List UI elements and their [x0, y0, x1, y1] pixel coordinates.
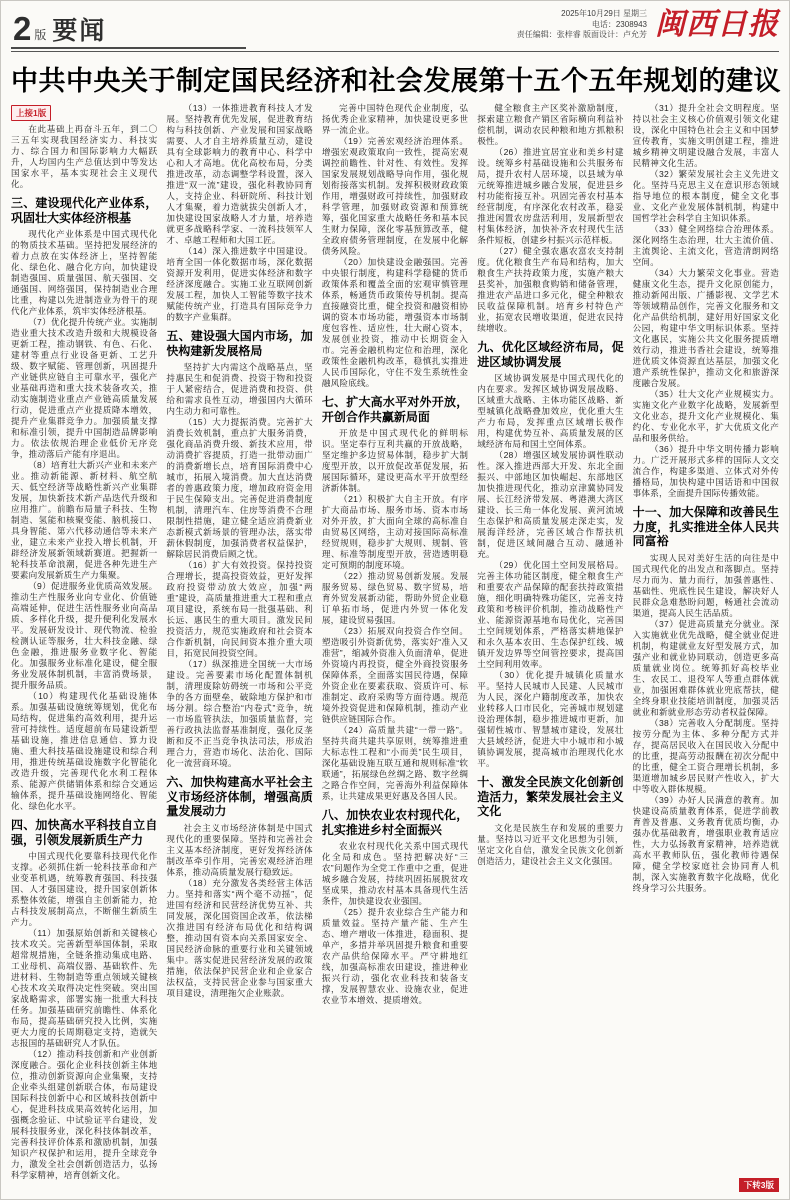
section-heading: 十一、加大保障和改善民生力度，扎实推进全体人民共同富裕: [632, 505, 780, 548]
body-paragraph: （10）构建现代化基础设施体系。加强基础设施统筹规划，优化布局结构，促进集约高效利用，提升运营可持续性。适度超前布局建设新型基础设施，推进信息通信、算力设施、重大科技基础设施建设和综合利用，推进传统基础设施数字化智能化改造升级，完善现代化水利工程体系、能源产供储销体系和综合交通运输体系，提升基础设施网络化、智能化、绿色化水平。: [11, 691, 158, 811]
page-number: 2: [13, 10, 32, 47]
body-paragraph: 在此基础上再奋斗五年，到二〇三五年实现我国经济实力、科技实力、综合国力和国际影响力大幅跃升，人均国内生产总值达到中等发达国家水平，基本实现社会主义现代化。: [11, 124, 158, 189]
continued-to-tag: 下转3版: [736, 1178, 779, 1192]
body-paragraph: （38）完善收入分配制度。坚持按劳分配为主体、多种分配方式并存，提高居民收入在国民收入分配中的比重，提高劳动报酬在初次分配中的比重，健全工资合理增长机制，多渠道增加城乡居民财产性收入，扩大中等收入群体规模。: [632, 717, 780, 794]
body-paragraph: （21）积极扩大自主开放。有序扩大商品市场、服务市场、资本市场对外开放，扩大面向全球的高标准自由贸易区网络，主动对接国际高标准经贸规则，稳步扩大规则、规制、管理、标准等制度型开放，营造透明稳定可预期的制度环境。: [321, 494, 469, 570]
editors-line: 责任编辑：张梓睿 版面设计：卢允芳: [516, 30, 647, 40]
body-paragraph: （7）优化提升传统产业。实施制造业重大技术改造升级和大规模设备更新工程，推动钢铁、有色、石化、建材等重点行业设备更新、工艺升级、数字赋能、管理创新，巩固提升产业链供应链自主可靠水平，强化产业基础再造和重大技术装备攻关，推动实施制造业重点产业链高质量发展行动，促进重点产业提质降本增效，提升产业集群竞争力。加强质量支撑和标准引领，提升中国制造品牌影响力。依法依规治理企业低价无序竞争，推动落后产能有序退出。: [11, 317, 158, 459]
body-paragraph: 农业农村现代化关系中国式现代化全局和成色。坚持把解决好“三农”问题作为全党工作重中之重，促进城乡融合发展，持续巩固拓展脱贫攻坚成果，推动农村基本具备现代生活条件，加快建设农业强国。: [321, 841, 469, 906]
body-paragraph: （11）加强原始创新和关键核心技术攻关。完善新型举国体制，采取超常规措施，全链条推动集成电路、工业母机、高端仪器、基础软件、先进材料、生物制造等重点领域关键核心技术攻关取得决定性突破。突出国家战略需求，部署实施一批重大科技任务。加强基础研究前瞻性、体系化布局，提高基础研究投入比例，实施更大力度的长周期稳定支持，造就矢志报国的基础研究人才队伍。: [11, 928, 158, 1048]
section-heading: 九、优化区域经济布局，促进区域协调发展: [477, 340, 624, 369]
body-paragraph: （31）提升全社会文明程度。坚持以社会主义核心价值观引领文化建设，深化中国特色社会主义和中国梦宣传教育，实施文明创建工程，推进城乡精神文明建设融合发展，丰富人民精神文化生活。: [632, 103, 780, 168]
newspaper-column-1: [11, 103, 157, 1193]
body-paragraph: （34）大力繁荣文化事业。营造健康文化生态，提升文化原创能力，推动新闻出版、广播影视、文学艺术等领域精品创作，完善文化服务和文化产品供给机制，建好用好国家文化公园，构建中华文明标识体系。坚持文化惠民，实施公共文化服务提质增效行动，推进书香社会建设，统筹推进优质文体资源直达基层，加强文化遗产系统性保护，推动文化和旅游深度融合发展。: [632, 268, 780, 388]
body-paragraph: （20）加快建设金融强国。完善中央银行制度，构建科学稳健的货币政策体系和覆盖全面的宏观审慎管理体系，畅通货币政策传导机制。提高直接融资比重，健全投资和融资相协调的资本市场功能，增强资本市场制度包容性、适应性，壮大耐心资本，发展创业投资，推动中长期资金入市。完善金融机构定位和治理，深化政策性金融机构改革，稳慎扎实推进人民币国际化，守住不发生系统性金融风险底线。: [321, 257, 469, 388]
body-paragraph: （14）深入推进数字中国建设。培育全国一体化数据市场，深化数据资源开发利用，促进实体经济和数字经济深度融合。实施工业互联网创新发展工程，加快人工智能等数字技术赋能传统产业，打造具有国际竞争力的数字产业集群。: [166, 246, 313, 322]
body-paragraph: （28）增强区域发展协调性联动性。深入推进西部大开发、东北全面振兴、中部地区加快崛起、东部地区加快推进现代化，推动京津冀协同发展、长江经济带发展、粤港澳大湾区建设、长三角一体化发展、黄河流域生态保护和高质量发展走深走实，发展海洋经济，完善区域合作帮扶机制，促进区域间融合互动、融通补充。: [477, 450, 624, 559]
masthead-block: [517, 9, 779, 41]
page-header: [11, 7, 779, 49]
body-paragraph: （33）健全网络综合治理体系。深化网络生态治理，壮大主流价值、主流舆论、主流文化，营造清朗网络空间。: [632, 224, 780, 267]
body-paragraph: （17）纵深推进全国统一大市场建设。完善要素市场化配置体制机制，清理废除妨碍统一市场和公平竞争的各方面壁垒，破除地方保护和市场分割。综合整治“内卷式”竞争，统一市场监管执法，加强质量监督，完善行政执法监督基准制度，强化反垄断和反不正当竞争执法司法，形成治理合力，营造市场化、法治化、国际化一流营商环境。: [166, 659, 313, 768]
issue-date: 2025年10月29日 星期三: [561, 9, 647, 19]
page-number-label: 版: [34, 28, 47, 42]
issue-meta: [517, 9, 647, 41]
body-paragraph: （32）繁荣发展社会主义先进文化。坚持马克思主义在意识形态领域指导地位的根本制度，健全文化事业、文化产业发展体制机制，构建中国哲学社会科学自主知识体系。: [632, 169, 780, 223]
section-heading: 六、加快构建高水平社会主义市场经济体制，增强高质量发展动力: [166, 775, 313, 818]
body-paragraph: （15）大力提振消费。完善扩大消费长效机制，重点扩大服务消费，强化商品消费升级、新技术应用，带动消费扩容提质，打造一批带动面广的消费新增长点，培育国际消费中心城市，拓展入境消费。加大直达消费者的普惠政策力度，增加政府资金用于民生保障支出。完善促进消费制度机制，清理汽车、住房等消费不合理限制性措施，建立健全适应消费新业态新模式新场景的管理办法，落实带薪休假制度，加强消费者权益保护，解除居民消费后顾之忧。: [166, 417, 313, 559]
body-paragraph: （30）优化提升城镇化质量水平。坚持人民城市人民建、人民城市为人民，深化户籍制度改革，加快农业转移人口市民化，完善城市规划建设治理体制，稳步推进城市更新，加强韧性城市、智慧城市建设，发展壮大县域经济，促进大中小城市和小城镇协调发展，提高城市治理现代化水平。: [477, 670, 624, 768]
section-heading: 八、加快农业农村现代化，扎实推进乡村全面振兴: [321, 808, 469, 837]
body-paragraph: （9）促进服务业优质高效发展。推动生产性服务业向专业化、价值链高端延伸，促进生活性服务业向高品质、多样化升级，提升便利化发展水平。发展研发设计、现代物流、检验检测认证等服务，壮大科技金融、绿色金融，推进服务业数字化、智能化。加强服务业标准化建设，健全服务业发展体制机制，丰富消费场景，提升服务品质。: [11, 581, 158, 690]
body-paragraph: （8）培育壮大新兴产业和未来产业。推动新能源、新材料、航空航天、低空经济等战略性新兴产业集群发展，加快新技术新产品迭代升级和应用推广。前瞻布局量子科技、生物制造、氢能和核聚变能、脑机接口、具身智能、第六代移动通信等未来产业，建立未来产业投入增长机制，开辟经济发展新领域新赛道。把握新一轮科技革命浪潮，促进各种先进生产要素向发展新质生产力集聚。: [11, 460, 158, 580]
body-paragraph: （13）一体推进教育科技人才发展。坚持教育优先发展，促进教育结构与科技创新、产业发展和国家战略需要、人才自主培养质量互动，建设具有全球影响力的教育中心、科学中心和人才高地。优化高校布局，分类推进改革，动态调整学科设置，深入推进“双一流”建设，强化科教协同育人，支持企业、科研院所、科技计划人才集聚，着力造就拔尖创新人才，加快建设国家战略人才力量，培养造就更多战略科学家、一流科技领军人才、卓越工程师和大国工匠。: [166, 103, 313, 245]
body-paragraph: （23）拓展双向投资合作空间。塑造吸引外资新优势，落实好“准入又准营”，缩减外资准入负面清单，促进外资境内再投资，健全外商投资服务保障体系，全面落实国民待遇，保障外资企业在要素获取、资质许可、标准制定、政府采购等方面待遇。规范境外投资促进和保障机制，推动产业链供应链国际合作。: [321, 626, 469, 724]
section-heading: 四、加快高水平科技自立自强，引领发展新质生产力: [11, 818, 158, 847]
body-paragraph: 完善中国特色现代企业制度，弘扬优秀企业家精神，加快建设更多世界一流企业。: [321, 103, 469, 135]
body-paragraph: （29）优化国土空间发展格局。完善主体功能区制度，健全粮食生产和重要农产品保障的配套扶持政策措施，细化明确特殊功能区，完善支持政策和考核评价机制，推动战略性产业、能源资源基地布局优化，完善国土空间规划体系，严格落实耕地保护和永久基本农田、生态保护红线、城镇开发边界等空间管控要求，提高国土空间利用效率。: [477, 560, 624, 669]
header-rule: [11, 51, 779, 52]
body-paragraph: 坚持扩大内需这个战略基点，坚持惠民生和促消费、投资于物和投资于人紧密结合，促进消费和投资、供给和需求良性互动，增强国内大循环内生动力和可靠性。: [166, 362, 313, 416]
body-paragraph: （18）充分激发各类经营主体活力。坚持和落实“两个毫不动摇”，促进国有经济和民营经济优势互补、共同发展，深化国资国企改革，依法梯次推进国有经济布局优化和结构调整，推动国有资本向关系国家安全、国民经济命脉的重要行业和关键领域集中。落实促进民营经济发展的政策措施，依法保护民营企业和企业家合法权益，支持民营企业参与国家重大项目建设，清理拖欠企业账款。: [166, 877, 313, 998]
body-paragraph: 现代化产业体系是中国式现代化的物质技术基础。坚持把发展经济的着力点放在实体经济上，坚持智能化、绿色化、融合化方向，加快建设制造强国、质量强国、航天强国、交通强国、网络强国，保持制造业合理比重，构建以先进制造业为骨干的现代化产业体系，筑牢实体经济根基。: [11, 229, 158, 316]
newspaper-column-5: [633, 103, 779, 1193]
body-paragraph: 区域协调发展是中国式现代化的内在要求。发挥区域协调发展战略、区域重大战略、主体功能区战略、新型城镇化战略叠加效应，优化重大生产力布局，发挥重点区域增长极作用，构建优势互补、高质量发展的区域经济布局和国土空间体系。: [477, 373, 624, 449]
article-body: [11, 103, 779, 1193]
section-block: [11, 10, 246, 49]
section-heading: 三、建设现代化产业体系，巩固壮大实体经济根基: [11, 196, 158, 225]
main-headline: 中共中央关于制定国民经济和社会发展第十五个五年规划的建议: [11, 66, 781, 96]
masthead: 闽西日报: [655, 8, 779, 41]
contact-phone: 电话：2308943: [591, 19, 647, 29]
body-paragraph: 开放是中国式现代化的鲜明标识。坚定奉行互利共赢的开放战略，坚定维护多边贸易体制，稳步扩大制度型开放，以开放促改革促发展，拓展国际循环，建设更高水平开放型经济新体制。: [321, 428, 469, 493]
body-paragraph: （27）健全强农惠农富农支持制度。优化粮食生产布局和结构，加大粮食生产扶持政策力度，实施产粮大县奖补，加强粮食购销和储备管理，推进农产品进口多元化，健全种粮农民收益保障机制。培育乡村特色产业，拓宽农民增收渠道，促进农民持续增收。: [477, 246, 624, 333]
body-paragraph: （19）完善宏观经济治理体系。增强宏观政策取向一致性，提高宏观调控前瞻性、针对性、有效性。发挥国家发展规划战略导向作用，强化规划衔接落实机制。发挥积极财政政策作用，增强财政可持续性，加强财政科学管理，加强财政资源和预算统筹，强化国家重大战略任务和基本民生财力保障，深化零基预算改革，健全政府债务管理制度，在发展中化解债务风险。: [321, 136, 469, 256]
body-paragraph: （12）推动科技创新和产业创新深度融合。强化企业科技创新主体地位，推动创新资源向企业集聚，支持企业牵头组建创新联合体，布局建设国际科技创新中心和区域科技创新中心，促进科技成果高效转化运用，加强概念验证、中试验证平台建设，发展科技服务业，深化科技体制改革，完善科技评价体系和激励机制，加强知识产权保护和运用，提升全球竞争力，激发全社会创新创造活力，弘扬科学家精神，培育创新文化。: [11, 1049, 158, 1180]
body-paragraph: 中国式现代化要靠科技现代化作支撑。必须抓住新一轮科技革命和产业变革机遇，统筹教育强国、科技强国、人才强国建设，提升国家创新体系整体效能，增强自主创新能力，抢占科技发展制高点，不断催生新质生产力。: [11, 851, 158, 927]
body-paragraph: （16）扩大有效投资。保持投资合理增长，提高投资效益，更好发挥政府投资带动放大效应，加强“两重”建设，高质量推进重大工程和重点项目建设，系统布局一批强基础、利长远、惠民生的重大项目。激发民间投资活力，规范实施政府和社会资本合作新机制，向民间资本推介重大项目，拓宽民间投资空间。: [166, 560, 313, 658]
body-paragraph: （25）提升农业综合生产能力和质量效益。坚持产量产能、生产生态、增产增收一体推进，稳面积、提单产，多措并举巩固提升粮食和重要农产品供给保障水平。严守耕地红线，加强高标准农田建设，推进种业振兴行动，强化农业科技和装备支撑，发展智慧农业、设施农业，促进农业节本增效、提质增效。: [321, 907, 469, 1005]
continued-from-tag: 上接1版: [11, 105, 51, 121]
section-title: 要闻: [52, 17, 107, 45]
body-paragraph: （36）提升中华文明传播力影响力。广泛开展形式多样的国际人文交流合作，构建多渠道、立体式对外传播格局，加快构建中国话语和中国叙事体系，全面提升国际传播效能。: [632, 444, 780, 498]
body-paragraph: 健全粮食主产区奖补激励制度，探索建立粮食产销区省际横向利益补偿机制，调动农民种粮和地方抓粮积极性。: [477, 103, 624, 146]
section-heading: 七、扩大高水平对外开放，开创合作共赢新局面: [321, 395, 469, 424]
body-paragraph: （26）推进宜居宜业和美乡村建设。统筹乡村基础设施和公共服务布局，提升农村人居环境，以县域为单元统筹推进城乡融合发展，促进县乡村功能衔接互补。巩固完善农村基本经营制度，有序深化农村改革，稳妥推进闲置农房盘活利用，发展新型农村集体经济，加快补齐农村现代生活条件短板，创建乡村振兴示范样板。: [477, 147, 624, 245]
newspaper-column-2: [166, 103, 312, 1193]
newspaper-column-3: [322, 103, 468, 1193]
body-paragraph: （37）促进高质量充分就业。深入实施就业优先战略，健全就业促进机制，构建就业友好型发展方式，加强产业和就业协同联动，创造更多高质量就业岗位。统筹抓好高校毕业生、农民工、退役军人等重点群体就业，加强困难群体就业兜底帮扶，健全终身职业技能培训制度，加强灵活就业和新就业形态劳动者权益保障。: [632, 618, 780, 717]
body-paragraph: 实现人民对美好生活的向往是中国式现代化的出发点和落脚点。坚持尽力而为、量力而行，加强普惠性、基础性、兜底性民生建设，解决好人民群众急难愁盼问题，畅通社会流动渠道，提高人民生活品质。: [632, 552, 780, 618]
body-paragraph: （24）高质量共建“一带一路”。坚持共商共建共享原则，统筹推进重大标志性工程和“小而美”民生项目，深化基础设施互联互通和规则标准“软联通”，拓展绿色丝绸之路、数字丝绸之路合作空间，完善海外利益保障体系，让共建成果更好惠及各国人民。: [321, 725, 469, 801]
section-heading: 十、激发全民族文化创新创造活力，繁荣发展社会主义文化: [477, 775, 624, 818]
body-paragraph: （39）办好人民满意的教育。加快建设高质量教育体系，促进学前教育普及普惠、义务教育优质均衡，办强办优基础教育，增强职业教育适应性，大力弘扬教育家精神，培养造就高水平教师队伍，强化教师待遇保障，健全学校家庭社会协同育人机制，深入实施教育数字化战略，优化终身学习公共服务。: [632, 794, 780, 893]
newspaper-column-4: [477, 103, 623, 1193]
body-paragraph: 社会主义市场经济体制是中国式现代化的重要保障。坚持和完善社会主义基本经济制度，更好发挥经济体制改革牵引作用，完善宏观经济治理体系，推动高质量发展行稳致远。: [166, 822, 313, 877]
body-paragraph: （22）推动贸易创新发展。发展服务贸易、绿色贸易、数字贸易，培育外贸发展新动能，帮助外贸企业稳订单拓市场，促进内外贸一体化发展，建设贸易强国。: [321, 571, 469, 625]
body-paragraph: （35）壮大文化产业规模实力。实施文化产业数字化战略，发展新型文化业态，提升文化产业规模化、集约化、专业化水平，扩大优质文化产品和服务供给。: [632, 389, 780, 443]
section-heading: 五、建设强大国内市场，加快构建新发展格局: [166, 329, 313, 358]
body-paragraph: 文化是民族生存和发展的重要力量。坚持以习近平文化思想为引领，坚定文化自信，激发全民族文化创新创造活力，建设社会主义文化强国。: [477, 822, 624, 866]
